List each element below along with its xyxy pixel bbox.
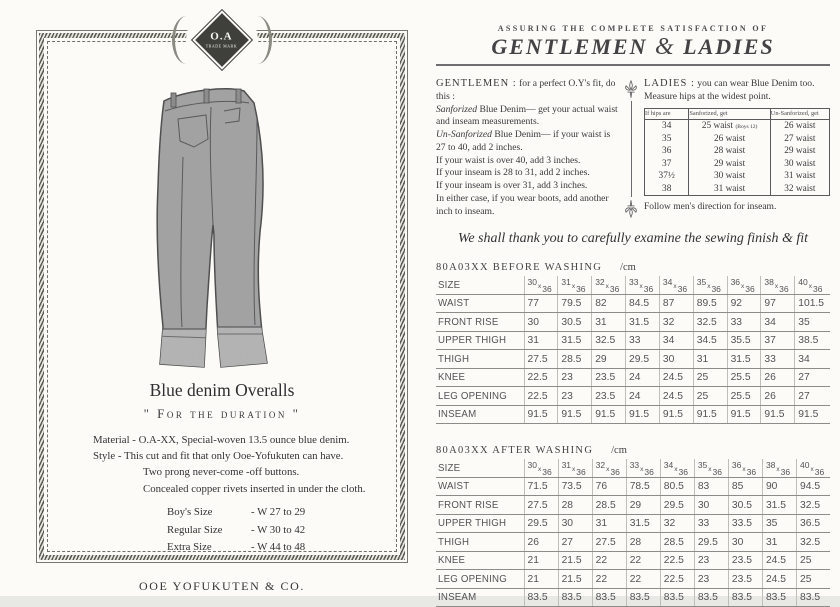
- measurement-value: 32: [660, 514, 694, 533]
- measurement-value: 97: [761, 294, 795, 313]
- measurement-value: 21.5: [558, 551, 592, 570]
- measurement-row: [436, 496, 830, 515]
- table-cell: 37: [645, 158, 689, 171]
- measurement-value: 25: [797, 551, 831, 570]
- size-header-row: [436, 276, 830, 294]
- divider-line: [631, 101, 632, 197]
- measurement-value: 23.5: [592, 368, 626, 387]
- measurement-value: 90: [762, 477, 796, 496]
- measurement-value: 21: [524, 551, 558, 570]
- measurement-value: 31.5: [558, 331, 592, 350]
- product-panel: [36, 30, 408, 594]
- style-line: Style - This cut and fit that only Ooe-Yofukuten can have.: [93, 450, 344, 463]
- measurement-row-label: FRONT RISE: [436, 496, 524, 515]
- measurement-value: 83.5: [728, 588, 762, 607]
- measurement-value: 22.5: [660, 551, 694, 570]
- measurement-value: 83.5: [626, 588, 660, 607]
- measurement-value: 31.5: [626, 313, 660, 332]
- column-header: Un-Sanforized, get: [770, 108, 829, 119]
- product-details: [93, 432, 395, 497]
- measurement-value: 23.5: [592, 387, 626, 406]
- measurement-value: 73.5: [558, 477, 592, 496]
- measurement-value: 32.5: [797, 533, 831, 552]
- size-range-row: [167, 539, 395, 557]
- size-column-header: $^{31}x_{36}$: [558, 459, 592, 477]
- measurement-row-label: UPPER THIGH: [436, 514, 524, 533]
- size-column-header: $^{36}x_{36}$: [728, 459, 762, 477]
- product-panel-content: [49, 43, 395, 594]
- fit-rule: Un-Sanforized Blue Denim— if your waist is 27 to 40, add 2 inches.: [436, 129, 611, 153]
- table-cell: 34: [645, 120, 689, 133]
- title-ladies: LADIES: [683, 34, 775, 59]
- measurement-value: 25: [693, 387, 727, 406]
- measurement-value: 28.5: [660, 533, 694, 552]
- material-line: Material - O.A-XX, Special-woven 13.5 ounce blue denim.: [93, 434, 350, 446]
- table-cell: 31 waist: [689, 183, 770, 196]
- measurement-value: 83.5: [558, 588, 592, 607]
- measurement-row-label: LEG OPENING: [436, 570, 524, 589]
- measurement-row-label: UPPER THIGH: [436, 331, 524, 350]
- tagline: ASSURING THE COMPLETE SATISFACTION OF: [497, 24, 769, 33]
- measurement-value: 82: [592, 294, 626, 313]
- measurement-value: 24: [626, 368, 660, 387]
- measurement-row-label: LEG OPENING: [436, 387, 524, 406]
- table-header-row: [645, 108, 830, 119]
- info-panel: [436, 0, 830, 604]
- measurement-value: 83.5: [660, 588, 694, 607]
- measurement-value: 23: [694, 570, 728, 589]
- after-washing-section: [436, 445, 830, 607]
- measurement-row-label: KNEE: [436, 551, 524, 570]
- measurement-value: 30: [694, 496, 728, 515]
- thanks-line: We shall thank you to carefully examine the sewing finish & fit: [457, 231, 809, 247]
- size-column-header: $^{32}x_{36}$: [592, 459, 626, 477]
- before-heading-text: 80A03XX BEFORE WASHING: [436, 262, 603, 274]
- measurement-value: 22.5: [524, 387, 558, 406]
- measurement-value: 25.5: [727, 387, 761, 406]
- measurement-value: 25: [797, 570, 831, 589]
- table-cell: 32 waist: [770, 183, 829, 196]
- measurement-value: 32.5: [693, 313, 727, 332]
- measurement-value: 26: [524, 533, 558, 552]
- measurement-row-label: THIGH: [436, 533, 524, 552]
- measurement-value: 31: [762, 533, 796, 552]
- title-rule: [436, 64, 830, 66]
- size-range-label: Regular Size: [167, 523, 223, 536]
- fit-rule: If your inseam is 28 to 31, add 2 inches.: [436, 167, 590, 179]
- measurement-value: 30.5: [728, 496, 762, 515]
- ampersand: &: [654, 34, 676, 60]
- measurement-row-label: WAIST: [436, 477, 524, 496]
- measurement-value: 30: [659, 350, 693, 369]
- measurement-value: 21.5: [558, 570, 592, 589]
- size-column-header: $^{32}x_{36}$: [592, 276, 626, 294]
- measurement-value: 28: [626, 533, 660, 552]
- measurement-value: 71.5: [524, 477, 558, 496]
- measurement-value: 22.5: [524, 368, 558, 387]
- table-cell: 30 waist: [689, 170, 770, 183]
- measurement-row: [436, 313, 830, 332]
- measurement-value: 33: [727, 313, 761, 332]
- measurement-value: 31: [524, 331, 558, 350]
- table-cell: 38: [645, 183, 689, 196]
- measurement-table: [436, 276, 830, 424]
- size-column-header: $^{38}x_{36}$: [762, 459, 796, 477]
- measurement-value: 76: [592, 477, 626, 496]
- diamond-badge-icon: [192, 10, 251, 69]
- fleur-de-lis-icon: [624, 198, 638, 218]
- size-label: SIZE: [436, 276, 524, 294]
- measurement-value: 32.5: [592, 331, 626, 350]
- measurement-value: 36.5: [797, 514, 831, 533]
- measurement-value: 91.5: [693, 405, 727, 424]
- measurement-row-label: INSEAM: [436, 588, 524, 607]
- size-column-header: $^{34}x_{36}$: [659, 276, 693, 294]
- before-washing-heading: [436, 262, 830, 273]
- table-cell: 31 waist: [770, 170, 829, 183]
- product-slogan: " For the duration ": [143, 406, 301, 421]
- size-range-value: - W 30 to 42: [251, 523, 306, 536]
- oa-trademark-badge: [186, 6, 258, 74]
- measurement-value: 24.5: [762, 570, 796, 589]
- table-row: [645, 170, 830, 183]
- measurement-value: 27: [795, 368, 830, 387]
- measurement-value: 31: [592, 313, 626, 332]
- measurement-value: 34: [659, 331, 693, 350]
- hips-to-waist-table: [644, 108, 830, 196]
- measurement-value: 30: [524, 313, 558, 332]
- measurement-value: 91.5: [659, 405, 693, 424]
- measurement-value: 34.5: [693, 331, 727, 350]
- measurement-value: 37: [761, 331, 795, 350]
- size-column-header: $^{33}x_{36}$: [626, 459, 660, 477]
- size-column-header: $^{31}x_{36}$: [558, 276, 592, 294]
- size-header-row: [436, 459, 830, 477]
- measurement-value: 31: [592, 514, 626, 533]
- size-range-label: Extra Size: [167, 541, 212, 554]
- measurement-value: 30: [728, 533, 762, 552]
- measurement-value: 91.5: [524, 405, 558, 424]
- gentlemen-heading: GENTLEMEN :: [436, 78, 517, 89]
- measurement-value: 32: [659, 313, 693, 332]
- table-cell: 25 waist (Boys 12): [689, 120, 770, 133]
- measurement-value: 22: [626, 570, 660, 589]
- measurement-row: [436, 294, 830, 313]
- size-column-header: $^{36}x_{36}$: [727, 276, 761, 294]
- measurement-value: 30: [558, 514, 592, 533]
- before-washing-section: [436, 262, 830, 424]
- after-heading-text: 80A03XX AFTER WASHING: [436, 445, 594, 457]
- measurement-table: [436, 459, 830, 607]
- size-column-header: $^{33}x_{36}$: [626, 276, 660, 294]
- measurement-value: 32.5: [797, 496, 831, 515]
- measurement-value: 31: [693, 350, 727, 369]
- size-range-value: - W 27 to 29: [251, 505, 306, 518]
- measurement-row-label: INSEAM: [436, 405, 524, 424]
- page-title: [436, 34, 830, 61]
- size-column-header: $^{38}x_{36}$: [761, 276, 795, 294]
- measurement-value: 83.5: [592, 588, 626, 607]
- measurement-value: 29.5: [694, 533, 728, 552]
- measurement-value: 23: [558, 387, 592, 406]
- measurement-value: 91.5: [558, 405, 592, 424]
- measurement-row-label: KNEE: [436, 368, 524, 387]
- company-name: OOE YOFUKUTEN & CO.: [139, 579, 305, 594]
- measurement-value: 83.5: [524, 588, 558, 607]
- size-range-row: [167, 522, 395, 540]
- measurement-value: 35: [762, 514, 796, 533]
- measurement-row: [436, 588, 830, 607]
- size-column-header: $^{40}x_{36}$: [797, 459, 831, 477]
- measurement-value: 34: [761, 313, 795, 332]
- measurement-value: 24: [626, 387, 660, 406]
- fleur-de-lis-icon: [624, 80, 638, 100]
- badge-trademark-label: TRADE MARK: [206, 43, 238, 49]
- ladies-intro: you can wear Blue Denim too. Measure hips at the widest point.: [644, 78, 815, 102]
- measurement-value: 85: [728, 477, 762, 496]
- measurement-value: 84.5: [626, 294, 660, 313]
- ladies-heading: LADIES :: [644, 78, 695, 89]
- size-column-header: $^{34}x_{36}$: [660, 459, 694, 477]
- measurement-value: 79.5: [558, 294, 592, 313]
- measurement-value: 34: [795, 350, 830, 369]
- measurement-value: 29.5: [660, 496, 694, 515]
- column-header: If hips are: [645, 108, 689, 119]
- title-gentlemen: GENTLEMEN: [491, 34, 648, 59]
- ladies-footnote: Follow men's direction for inseam.: [644, 202, 777, 213]
- measurement-row: [436, 331, 830, 350]
- measurement-value: 89.5: [693, 294, 727, 313]
- gentlemen-instructions: [436, 77, 618, 218]
- measurement-value: 26: [761, 368, 795, 387]
- fit-rule: If your inseam is over 31, add 3 inches.: [436, 180, 588, 192]
- measurement-value: 23: [694, 551, 728, 570]
- measurement-value: 28: [558, 496, 592, 515]
- measurement-row: [436, 570, 830, 589]
- measurement-value: 35.5: [727, 331, 761, 350]
- measurement-value: 94.5: [797, 477, 831, 496]
- measurement-value: 22: [592, 570, 626, 589]
- measurement-value: 31.5: [626, 514, 660, 533]
- size-column-header: $^{30}x_{36}$: [524, 459, 558, 477]
- measurement-value: 23.5: [728, 570, 762, 589]
- size-column-header: $^{35}x_{36}$: [693, 276, 727, 294]
- measurement-value: 24.5: [659, 387, 693, 406]
- measurement-value: 91.5: [626, 405, 660, 424]
- measurement-value: 92: [727, 294, 761, 313]
- measurement-value: 78.5: [626, 477, 660, 496]
- measurement-row: [436, 477, 830, 496]
- table-cell: 29 waist: [770, 145, 829, 158]
- measurement-row: [436, 551, 830, 570]
- measurement-row-label: FRONT RISE: [436, 313, 524, 332]
- measurement-value: 33: [626, 331, 660, 350]
- before-washing-table: [436, 276, 830, 424]
- size-range-row: [167, 504, 395, 522]
- size-ranges: [167, 504, 395, 557]
- style-continuation: Two prong never-come -off buttons.: [143, 466, 300, 479]
- size-column-header: $^{40}x_{36}$: [795, 276, 830, 294]
- measurement-value: 35: [795, 313, 830, 332]
- measurement-value: 83.5: [797, 588, 831, 607]
- measurement-value: 91.5: [727, 405, 761, 424]
- table-cell: 26 waist: [770, 120, 829, 133]
- size-label: SIZE: [436, 459, 524, 477]
- measurement-value: 30.5: [558, 313, 592, 332]
- table-cell: 29 waist: [689, 158, 770, 171]
- size-range-label: Boy's Size: [167, 505, 213, 518]
- table-cell: 27 waist: [770, 133, 829, 146]
- measurement-value: 27.5: [524, 496, 558, 515]
- measurement-row: [436, 405, 830, 424]
- table-row: [645, 183, 830, 196]
- measurement-value: 38.5: [795, 331, 830, 350]
- measurement-value: 80.5: [660, 477, 694, 496]
- size-range-value: - W 44 to 48: [251, 541, 306, 554]
- measurement-value: 25: [693, 368, 727, 387]
- measurement-value: 91.5: [761, 405, 795, 424]
- instructions-columns: [436, 77, 830, 218]
- measurement-value: 22: [592, 551, 626, 570]
- measurement-value: 29: [592, 350, 626, 369]
- table-cell: 28 waist: [689, 145, 770, 158]
- measurement-value: 21: [524, 570, 558, 589]
- after-washing-heading: [436, 445, 830, 456]
- measurement-value: 91.5: [795, 405, 830, 424]
- gentlemen-intro: for a perfect O.Y's fit, do this :: [436, 78, 616, 102]
- measurement-value: 28.5: [592, 496, 626, 515]
- measurement-value: 83: [694, 477, 728, 496]
- table-cell: 26 waist: [689, 133, 770, 146]
- measurement-value: 27: [795, 387, 830, 406]
- measurement-value: 29.5: [524, 514, 558, 533]
- measurement-value: 33: [761, 350, 795, 369]
- measurement-row-label: WAIST: [436, 294, 524, 313]
- table-cell: 35: [645, 133, 689, 146]
- measurement-value: 26: [761, 387, 795, 406]
- table-cell: 36: [645, 145, 689, 158]
- measurement-value: 23: [558, 368, 592, 387]
- fit-rule: Sanforized Blue Denim— get your actual waist and inseam measurements.: [436, 103, 618, 128]
- ladies-instructions: [644, 77, 830, 218]
- measurement-value: 29.5: [626, 350, 660, 369]
- product-title: Blue denim Overalls: [149, 380, 295, 400]
- measurement-value: 31.5: [762, 496, 796, 515]
- measurement-value: 77: [524, 294, 558, 313]
- measurement-value: 24.5: [659, 368, 693, 387]
- measurement-row-label: THIGH: [436, 350, 524, 369]
- measurement-row: [436, 514, 830, 533]
- measurement-row: [436, 368, 830, 387]
- table-row: [645, 145, 830, 158]
- measurement-value: 33: [694, 514, 728, 533]
- column-divider-ornament: [618, 77, 644, 218]
- size-column-header: $^{30}x_{36}$: [524, 276, 558, 294]
- table-row: [645, 120, 830, 133]
- measurement-value: 31.5: [727, 350, 761, 369]
- measurement-row: [436, 387, 830, 406]
- unit-label: /cm: [620, 262, 636, 274]
- measurement-value: 28.5: [558, 350, 592, 369]
- measurement-value: 29: [626, 496, 660, 515]
- table-cell: 37½: [645, 170, 689, 183]
- measurement-value: 27.5: [524, 350, 558, 369]
- measurement-value: 22.5: [660, 570, 694, 589]
- column-header: Sanforized, get: [689, 108, 770, 119]
- table-row: [645, 158, 830, 171]
- table-row: [645, 133, 830, 146]
- unit-label: /cm: [611, 445, 627, 457]
- table-cell: 30 waist: [770, 158, 829, 171]
- fit-rule: If your waist is over 40, add 3 inches.: [436, 154, 581, 166]
- measurement-value: 87: [659, 294, 693, 313]
- measurement-value: 22: [626, 551, 660, 570]
- measurement-value: 83.5: [762, 588, 796, 607]
- badge-monogram: O.A: [210, 30, 234, 43]
- measurement-value: 27.5: [592, 533, 626, 552]
- style-continuation: Concealed copper rivets inserted in under the cloth.: [143, 482, 366, 495]
- measurement-value: 27: [558, 533, 592, 552]
- measurement-row: [436, 350, 830, 369]
- measurement-value: 33.5: [728, 514, 762, 533]
- size-column-header: $^{35}x_{36}$: [694, 459, 728, 477]
- measurement-value: 24.5: [762, 551, 796, 570]
- measurement-value: 91.5: [592, 405, 626, 424]
- measurement-value: 83.5: [694, 588, 728, 607]
- fit-rule: In either case, if you wear boots, add another inch to inseam.: [436, 192, 609, 217]
- measurement-row: [436, 533, 830, 552]
- overalls-illustration: [49, 77, 395, 374]
- measurement-value: 25.5: [727, 368, 761, 387]
- after-washing-table: [436, 459, 830, 607]
- ladies-size-table: [644, 108, 830, 196]
- measurement-value: 23.5: [728, 551, 762, 570]
- measurement-value: 101.5: [795, 294, 830, 313]
